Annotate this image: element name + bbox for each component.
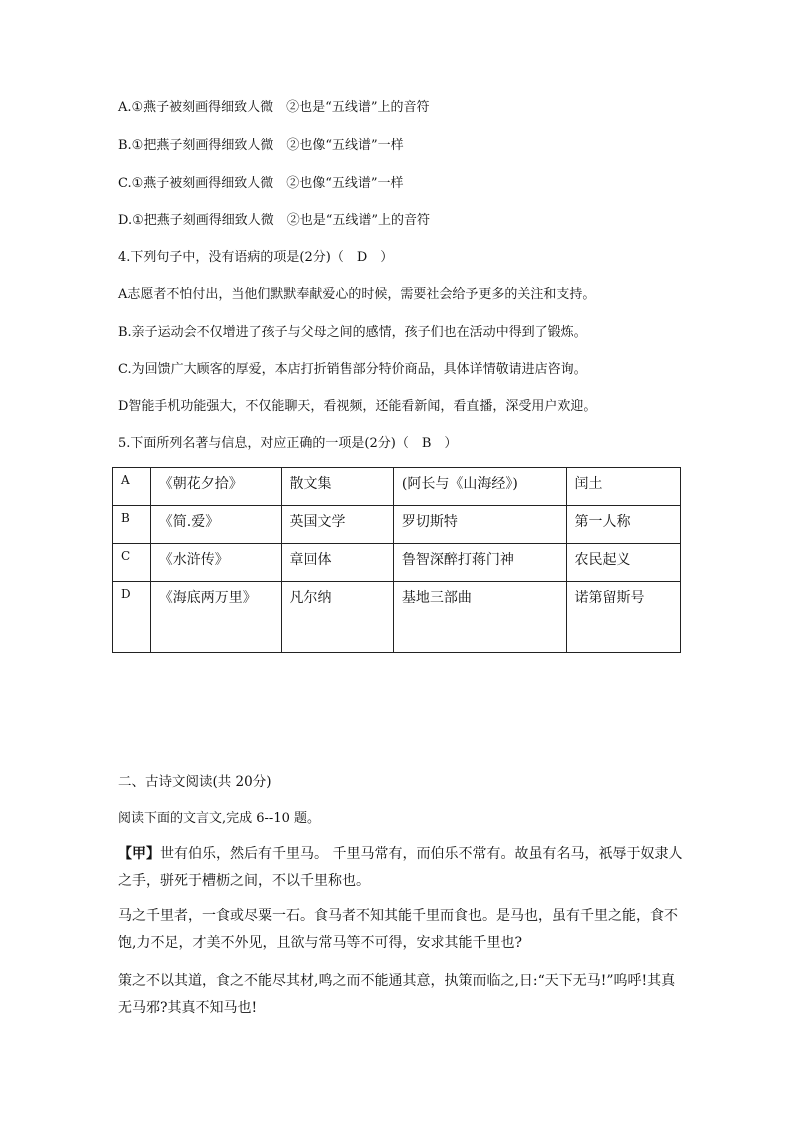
q5-works-table (112, 467, 681, 653)
table-cell: 基地三部曲 (393, 582, 566, 653)
q4-option-d: D智能手机功能强大，不仅能聊天，看视频，还能看新闻，看直播，深受用户欢迎。 (118, 399, 597, 414)
table-cell: 凡尔纳 (281, 582, 393, 653)
q3-option-b: B.①把燕子刻画得细致人微 ②也像“五线谱”一样 (118, 138, 404, 153)
table-cell: 第一人称 (566, 506, 680, 544)
table-cell: (阿长与《山海经》) (393, 468, 566, 506)
table-cell: 《水浒传》 (150, 544, 281, 582)
passage-paragraph-2: 马之千里者，一食或尽粟一石。食马者不知其能千里而食也。是马也，虽有千里之能，食不饱,力不足，才美不外见，且欲与常马等不可得，安求其能千里也? (118, 908, 678, 951)
table-cell: 英国文学 (281, 506, 393, 544)
table-cell: 闰土 (566, 468, 680, 506)
table-cell: 《朝花夕拾》 (150, 468, 281, 506)
q4-option-b: B.亲子运动会不仅增进了孩子与父母之间的感情，孩子们也在活动中得到了锻炼。 (118, 325, 587, 340)
table-cell: 《海底两万里》 (150, 582, 281, 653)
section2-instruction: 阅读下面的文言文,完成 6--10 题。 (118, 811, 320, 826)
table-cell: 《简.爱》 (150, 506, 281, 544)
table-row (113, 582, 681, 653)
table-cell: 农民起义 (566, 544, 680, 582)
table-cell: 散文集 (281, 468, 393, 506)
q5-question: 5.下面所列名著与信息，对应正确的一项是(2分)（ B ） (118, 436, 458, 451)
table-row (113, 468, 681, 506)
passage-paragraph-3: 策之不以其道，食之不能尽其材,鸣之而不能通其意，执策而临之,日:“天下无马!”呜呼!其真无马邪?其真不知马也! (118, 973, 676, 1016)
table-cell: B (113, 506, 151, 544)
passage-text: 世有伯乐，然后有千里马。 千里马常有，而伯乐不常有。故虽有名马，祇辱于奴隶人之手，骈死于槽枥之间，不以千里称也。 (118, 846, 683, 889)
table-cell: 罗切斯特 (393, 506, 566, 544)
passage-paragraph-1 (118, 841, 688, 895)
q3-option-a: A.①燕子被刻画得细致人微 ②也是“五线谱”上的音符 (118, 100, 430, 115)
table-row (113, 506, 681, 544)
table-cell: D (113, 582, 151, 653)
table-cell: 诺第留斯号 (566, 582, 680, 653)
q4-option-c: C.为回馈广大顾客的厚爱，本店打折销售部分特价商品，具体详情敬请进店咨询。 (118, 362, 587, 377)
table-cell: A (113, 468, 151, 506)
table-cell: 章回体 (281, 544, 393, 582)
table-cell: 鲁智深醉打蒋门神 (393, 544, 566, 582)
q3-option-c: C.①燕子被刻画得细致人微 ②也像“五线谱”一样 (118, 176, 404, 191)
section2-heading: 二、古诗文阅读(共 20分) (118, 774, 272, 790)
q4-question: 4.下列句子中，没有语病的项是(2分)（ D ） (118, 250, 394, 265)
table-cell: C (113, 544, 151, 582)
table-row (113, 544, 681, 582)
passage-label: 【甲】 (118, 846, 160, 862)
q4-option-a: A志愿者不怕付出，当他们默默奉献爱心的时候，需要社会给予更多的关注和支持。 (118, 287, 596, 302)
q3-option-d: D.①把燕子刻画得细致人微 ②也是“五线谱”上的音符 (118, 213, 431, 228)
